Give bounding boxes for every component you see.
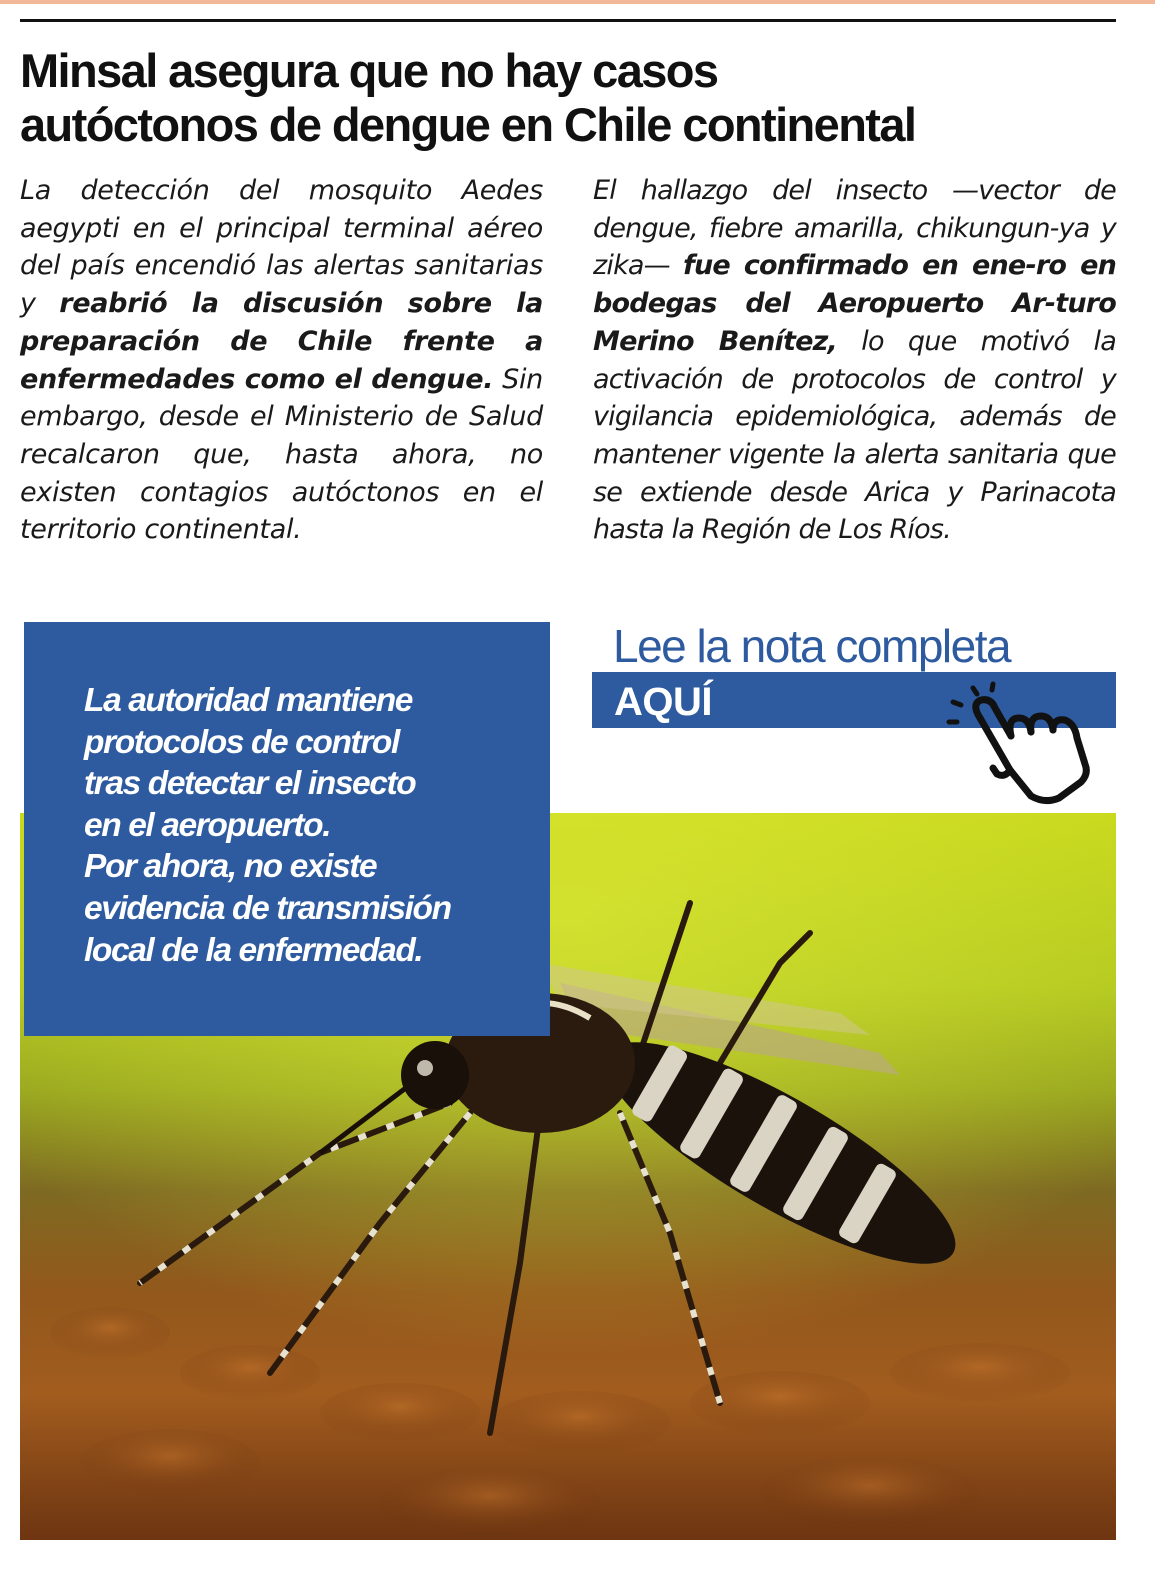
callout-line-6: evidencia de transmisión — [84, 889, 451, 927]
callout-text — [84, 680, 544, 971]
headline-line-2: autóctonos de dengue en Chile continental — [20, 98, 916, 151]
left-bold-text: reabrió la discusión sobre la preparación de Chile frente a enfermedades como el dengue. — [20, 288, 543, 395]
right-text-2: lo que motivó la activación de protocolos de control y vigilancia epidemiológica, además de mantener vigente la alerta sanitaria que se extiende desde Arica y Parinacota hasta la Región de Los Ríos. — [593, 325, 1116, 546]
headline-line-1: Minsal asegura que no hay casos — [20, 44, 718, 97]
callout-line-4: en el aeropuerto. — [84, 806, 331, 844]
callout-line-1: La autoridad mantiene — [84, 682, 412, 719]
article-headline — [20, 44, 1120, 152]
callout-line-7: local de la enfermedad. — [84, 931, 423, 969]
pointing-hand-icon[interactable] — [935, 678, 1105, 808]
read-more-label: AQUÍ — [614, 680, 712, 724]
top-accent-bar — [0, 0, 1155, 4]
left-text-2: Sin embargo, desde el Ministerio de Salud recalcaron que, hasta ahora, no existen contagios autóctonos en el territorio continental. — [20, 363, 543, 546]
callout-line-2: protocolos de control — [84, 723, 399, 761]
callout-line-3: tras detectar el insecto — [84, 765, 416, 803]
right-text-1: El hallazgo del insecto —vector de dengue, fiebre amarilla, chikungun-ya y zika— — [593, 175, 1116, 282]
callout-line-5: Por ahora, no existe — [84, 848, 377, 886]
article-column-right — [593, 172, 1116, 549]
top-divider — [20, 19, 1116, 22]
right-bold-text: fue confirmado en ene-ro en bodegas del Aeropuerto Ar-turo Merino Benítez, — [593, 250, 1116, 357]
left-text-1: La detección del mosquito Aedes aegypti en el principal terminal aéreo del país encendió las alertas sanitarias y — [20, 175, 543, 320]
callout-box — [24, 622, 550, 1036]
read-more-title: Lee la nota completa — [613, 620, 1011, 672]
article-column-left — [20, 172, 543, 549]
